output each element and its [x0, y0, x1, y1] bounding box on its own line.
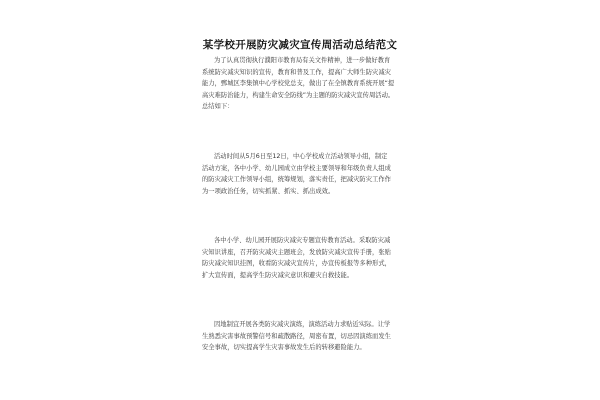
paragraph-line: 安全事故，切实提高学生灾害事故发生后的转移避险能力。 [202, 344, 366, 352]
paragraph-line: 灾知识讲座，召开防灾减灾主题班会，发放防灾减灾宣传手册，张贴 [202, 248, 391, 256]
paragraph-line: 能力，鄄城区李集镇中心学校党总支，做出了在全镇教育系统开展“提 [202, 80, 395, 88]
document-title: 某学校开展防灾减灾宣传周活动总结范文 [202, 39, 398, 51]
paragraph-line: 总结如下： [202, 103, 234, 111]
paragraph-line: 扩大宣传面，提高学生防灾减灾意识和避灾自救技能。 [202, 271, 354, 279]
paragraph-line: 为一项政治任务，切实抓紧、抓实、抓出成效。 [202, 187, 335, 195]
paragraph-line: 系统防灾减灾知识的宣传，教育和普及工作，提高广大师生防灾减灾 [202, 68, 391, 76]
paragraph-organization [202, 151, 414, 197]
paragraph-line: 高灾难防治能力，构建生命安全防线”为主题的防灾减灾宣传周活动。 [202, 91, 395, 99]
paragraph-line: 活动时间从5月6日至12日，中心学校成立活动领导小组，制定 [214, 153, 388, 160]
paragraph-line: 各中小学、幼儿园开展防灾减灾专题宣传教育活动。采取防灾减 [214, 237, 391, 244]
paragraph-drills [202, 319, 414, 354]
paragraph-publicity [202, 235, 414, 281]
paragraph-line: 防灾减灾知识挂图，收看防灾减灾宣传片，办宣传板报等多种形式， [202, 260, 391, 268]
paragraph-intro [202, 55, 414, 113]
paragraph-line: 活动方案，各中小学、幼儿园成立由学校主要领导和年级负责人组成 [202, 164, 391, 172]
paragraph-line: 为了认真贯彻执行濮阳市教育局有关文件精神，进一步做好教育 [214, 57, 391, 64]
paragraph-line: 生熟悉灾害事故预警信号和疏散路径，周密布置，切忌因演练而发生 [202, 332, 391, 340]
paragraph-line: 的防灾减灾工作领导小组，统筹规划，落实责任，把减灾防灾工作作 [202, 176, 391, 184]
paragraph-line: 因地制宜开展各类防灾减灾演练，演练活动力求贴近实际。让学 [214, 321, 391, 328]
